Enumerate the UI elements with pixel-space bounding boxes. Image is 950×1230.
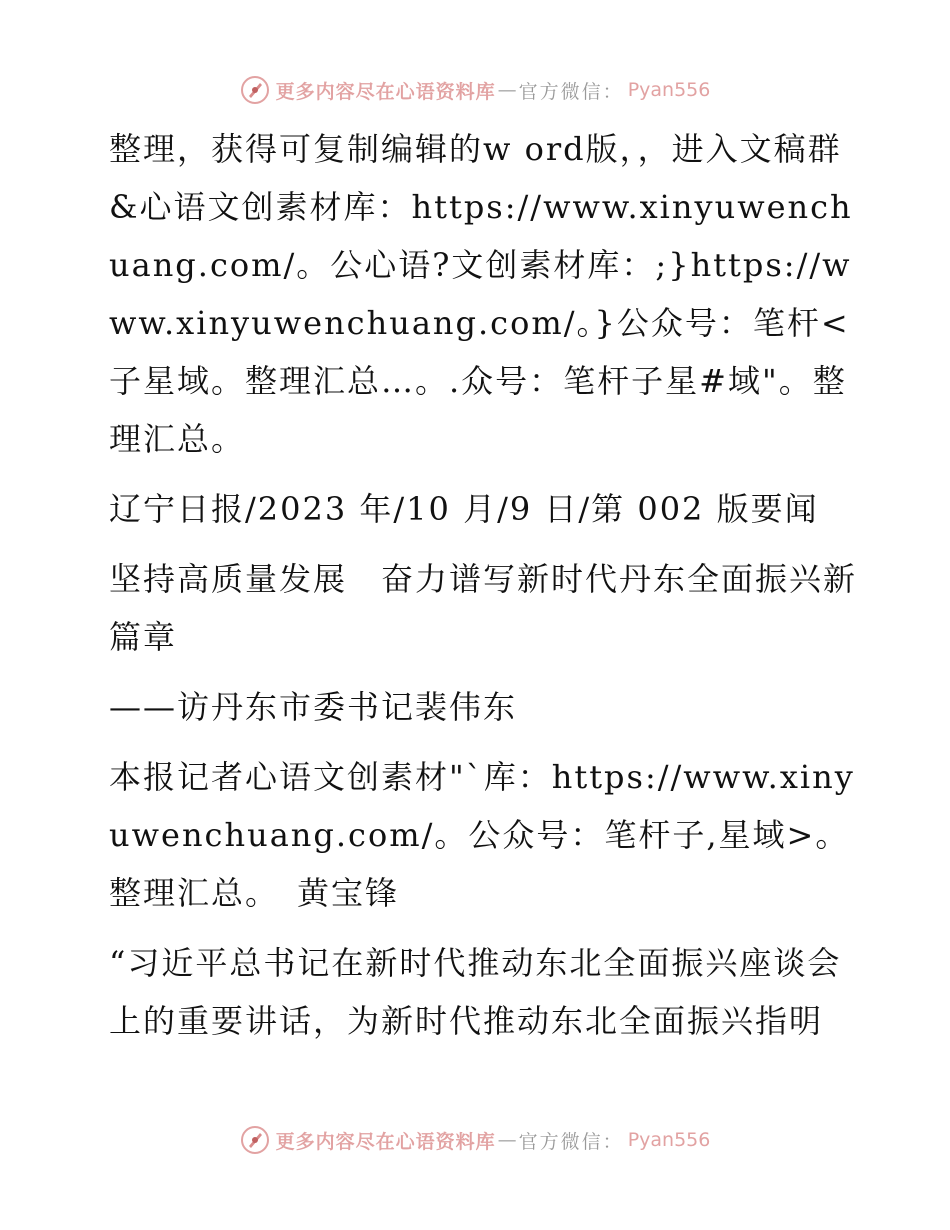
paragraph-byline: 本报记者心语文创素材"`库：https://www.xinyuwenchuang.com/。公众号：笔杆子,星域>。整理汇总。 黄宝锋 (109, 758, 855, 912)
banner-wechat-id: Pyan556 (627, 79, 711, 101)
banner-sub-text: 官方微信： (518, 1130, 624, 1153)
banner-wechat-id: Pyan556 (627, 1129, 711, 1151)
quill-logo-icon (240, 75, 270, 105)
banner-separator: — (497, 79, 517, 101)
paragraph-headline: 坚持高质量发展 奋力谱写新时代丹东全面振兴新篇章 (109, 560, 858, 656)
footer-banner (0, 1122, 950, 1158)
paragraph-subheadline: ——访丹东市委书记裴伟东 (109, 688, 518, 726)
document-body (97, 120, 857, 1062)
banner-main-text: 更多内容尽在心语资料库 (275, 80, 496, 103)
banner-sub-text: 官方微信： (518, 80, 624, 103)
banner-main-text: 更多内容尽在心语资料库 (275, 1130, 496, 1153)
paragraph-source-line: 辽宁日报/2023 年/10 月/9 日/第 002 版要闻 (109, 490, 819, 528)
header-banner (0, 72, 950, 108)
banner-separator: — (497, 1129, 517, 1151)
paragraph-intro: 整理，获得可复制编辑的w ord版，，进入文稿群&心语文创素材库：https://www.xinyuwenchuang.com/。公心语?文创素材库：;}https://www.xinyuwenchuang.com/。}公众号：笔杆<子星域。整理汇总…。.众号：笔杆子星#域"。整理汇总。 (109, 130, 853, 458)
paragraph-body: “习近平总书记在新时代推动东北全面振兴座谈会上的重要讲话，为新时代推动东北全面振兴指明 (109, 944, 842, 1040)
quill-logo-icon (240, 1125, 270, 1155)
